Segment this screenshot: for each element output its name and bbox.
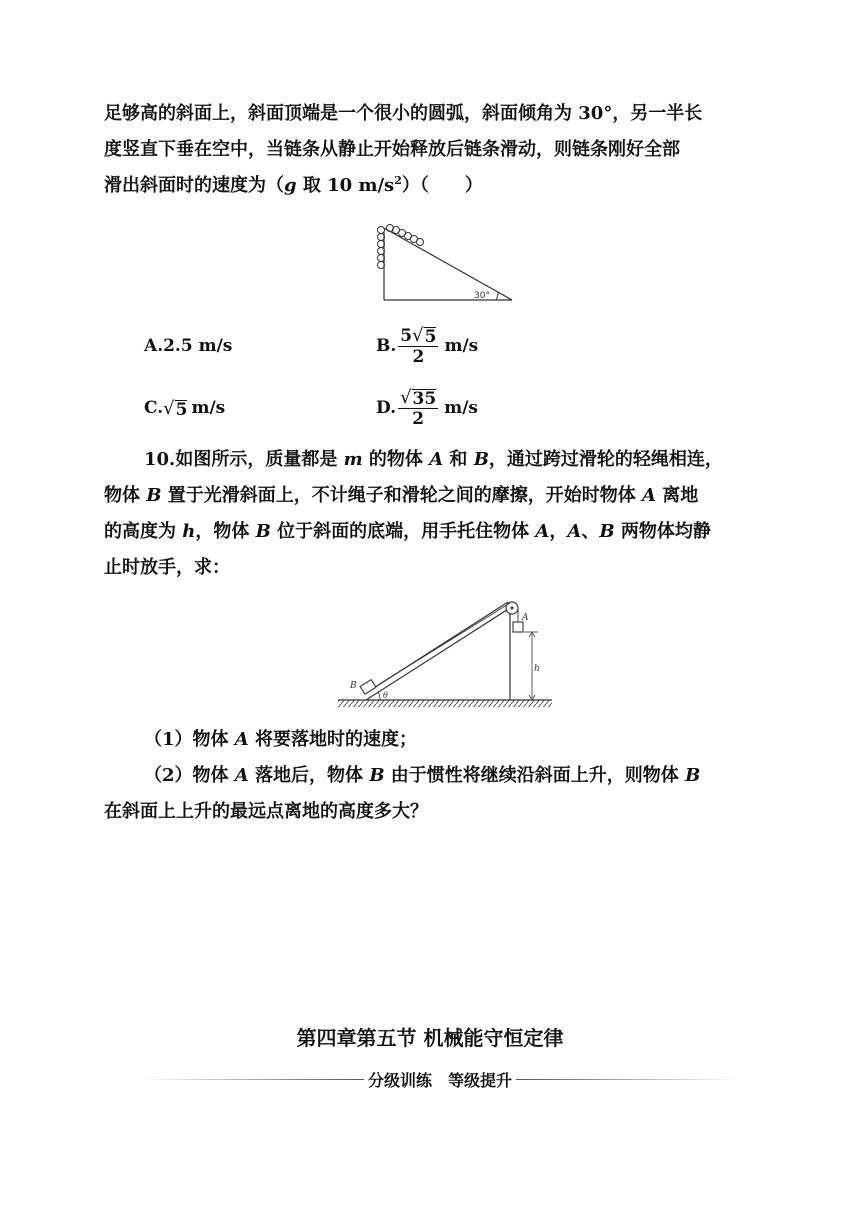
block-b	[360, 680, 376, 695]
chain-links-slope	[387, 225, 424, 246]
q9-g-symbol: g	[284, 175, 297, 196]
block-a	[513, 622, 523, 632]
q10-figure-pulley-incline	[336, 596, 558, 714]
option-b-unit: m/s	[444, 336, 479, 356]
q9-figure-chain-incline	[374, 222, 519, 304]
divider-right	[516, 1079, 740, 1080]
rope-incline	[378, 603, 510, 685]
option-c-unit: m/s	[191, 398, 226, 418]
q10-text-part: 、	[581, 521, 600, 542]
symbol-m: m	[343, 449, 363, 470]
q10-text-part: 和	[443, 449, 474, 470]
q10-part2	[104, 758, 764, 794]
q9-line2: 度竖直下垂在空中，当链条从静止开始释放后链条滑动，则链条刚好全部	[104, 139, 680, 160]
incline-lower-edge	[366, 608, 510, 700]
q10-text-part: 置于光滑斜面上，不计绳子和滑轮之间的摩擦，开始时物体	[161, 485, 643, 506]
q10-line2	[104, 478, 764, 514]
section-subtitle	[140, 1066, 740, 1092]
pulley-axle	[511, 607, 514, 610]
option-c-prefix: C.	[144, 398, 164, 418]
sqrt-symbol: √ 35	[400, 386, 437, 409]
option-d-radicand: 35	[412, 388, 437, 409]
q10-text-part: 的物体	[362, 449, 430, 470]
divider-left	[140, 1079, 364, 1080]
option-c	[144, 388, 225, 428]
option-d-numerator	[398, 388, 438, 409]
q10-text	[104, 442, 764, 586]
symbol-a: A	[429, 449, 444, 470]
option-b-prefix: B.	[376, 336, 397, 356]
q10-text-part: 10.如图所示，质量都是	[144, 449, 344, 470]
option-d-fraction	[398, 388, 438, 429]
symbol-a: A	[535, 521, 550, 542]
option-b-fraction	[398, 326, 438, 367]
symbol-a: A	[567, 521, 582, 542]
option-d-unit: m/s	[444, 398, 478, 418]
symbol-b: B	[255, 521, 271, 542]
q10-line3	[104, 514, 764, 550]
option-a	[144, 326, 232, 366]
q9-text	[104, 96, 764, 204]
q10-text-part: 物体	[104, 485, 147, 506]
option-b-numerator	[398, 326, 438, 347]
option-a-text: A.2.5 m/s	[144, 336, 233, 356]
label-b: B	[350, 681, 357, 691]
q10-part-text: （2）物体	[144, 765, 235, 786]
subtitle-text: 分级训练 等级提升	[368, 1070, 513, 1090]
q10-part1	[104, 722, 764, 758]
q10-line1	[104, 442, 764, 478]
q10-text-part: 离地	[656, 485, 699, 506]
label-h: h	[534, 664, 540, 674]
q10-part-text: 由于惯性将继续沿斜面上升，则物体	[384, 765, 686, 786]
symbol-b: B	[599, 521, 615, 542]
q9-exponent: 2	[394, 174, 402, 187]
q10-part2-cont: 在斜面上上升的最远点离地的高度多大？	[104, 801, 428, 822]
symbol-b: B	[146, 485, 162, 506]
q10-part-text: （1）物体	[144, 729, 235, 750]
option-b	[376, 326, 478, 366]
q10-text-part: 两物体均静	[614, 521, 711, 542]
label-theta: θ	[383, 691, 388, 700]
option-d-prefix: D.	[376, 398, 397, 418]
q10-text-part: ，通过跨过滑轮的轻绳相连，	[488, 449, 723, 470]
q10-parts	[104, 722, 764, 830]
ground-hatching	[338, 700, 552, 707]
q10-part-text: 落地后，物体	[248, 765, 370, 786]
incline-slope	[384, 228, 512, 300]
symbol-b: B	[473, 449, 489, 470]
symbol-a: A	[234, 765, 249, 786]
q10-text-part: ，物体	[195, 521, 256, 542]
theta-arc	[378, 692, 380, 700]
option-b-coef: 5	[400, 325, 413, 346]
section-title: 第四章第五节 机械能守恒定律	[296, 1026, 564, 1050]
option-d-denominator: 2	[412, 408, 425, 429]
angle-arc	[496, 292, 498, 300]
q9-line3-part: 滑出斜面时的速度为（	[104, 175, 284, 196]
sqrt-symbol: √ 5	[163, 397, 188, 420]
symbol-h: h	[182, 521, 196, 542]
option-b-denominator: 2	[412, 346, 425, 367]
option-c-radicand: 5	[175, 399, 188, 420]
option-b-radicand: 5	[424, 326, 437, 347]
q9-line1: 足够高的斜面上，斜面顶端是一个很小的圆弧，斜面倾角为 30°，另一半长	[104, 103, 703, 124]
symbol-a: A	[234, 729, 249, 750]
symbol-a: A	[642, 485, 656, 506]
q9-line3-part: 取 10 m/s	[296, 175, 395, 196]
q10-text-part: 的高度为	[104, 521, 183, 542]
symbol-b: B	[685, 765, 701, 786]
option-d	[376, 388, 478, 428]
q9-answer-blank: ）（ ）	[401, 175, 483, 196]
q10-part-text: 将要落地时的速度；	[248, 729, 418, 750]
q9-line3	[104, 168, 764, 204]
q9-angle-label: 30°	[474, 291, 490, 301]
sqrt-symbol: √ 5	[412, 324, 437, 347]
q10-line4: 止时放手，求：	[104, 557, 230, 578]
q10-text-part: 位于斜面的底端，用手托住物体	[270, 521, 536, 542]
label-a: A	[522, 613, 529, 623]
q10-text-part: ，	[549, 521, 568, 542]
symbol-b: B	[369, 765, 385, 786]
